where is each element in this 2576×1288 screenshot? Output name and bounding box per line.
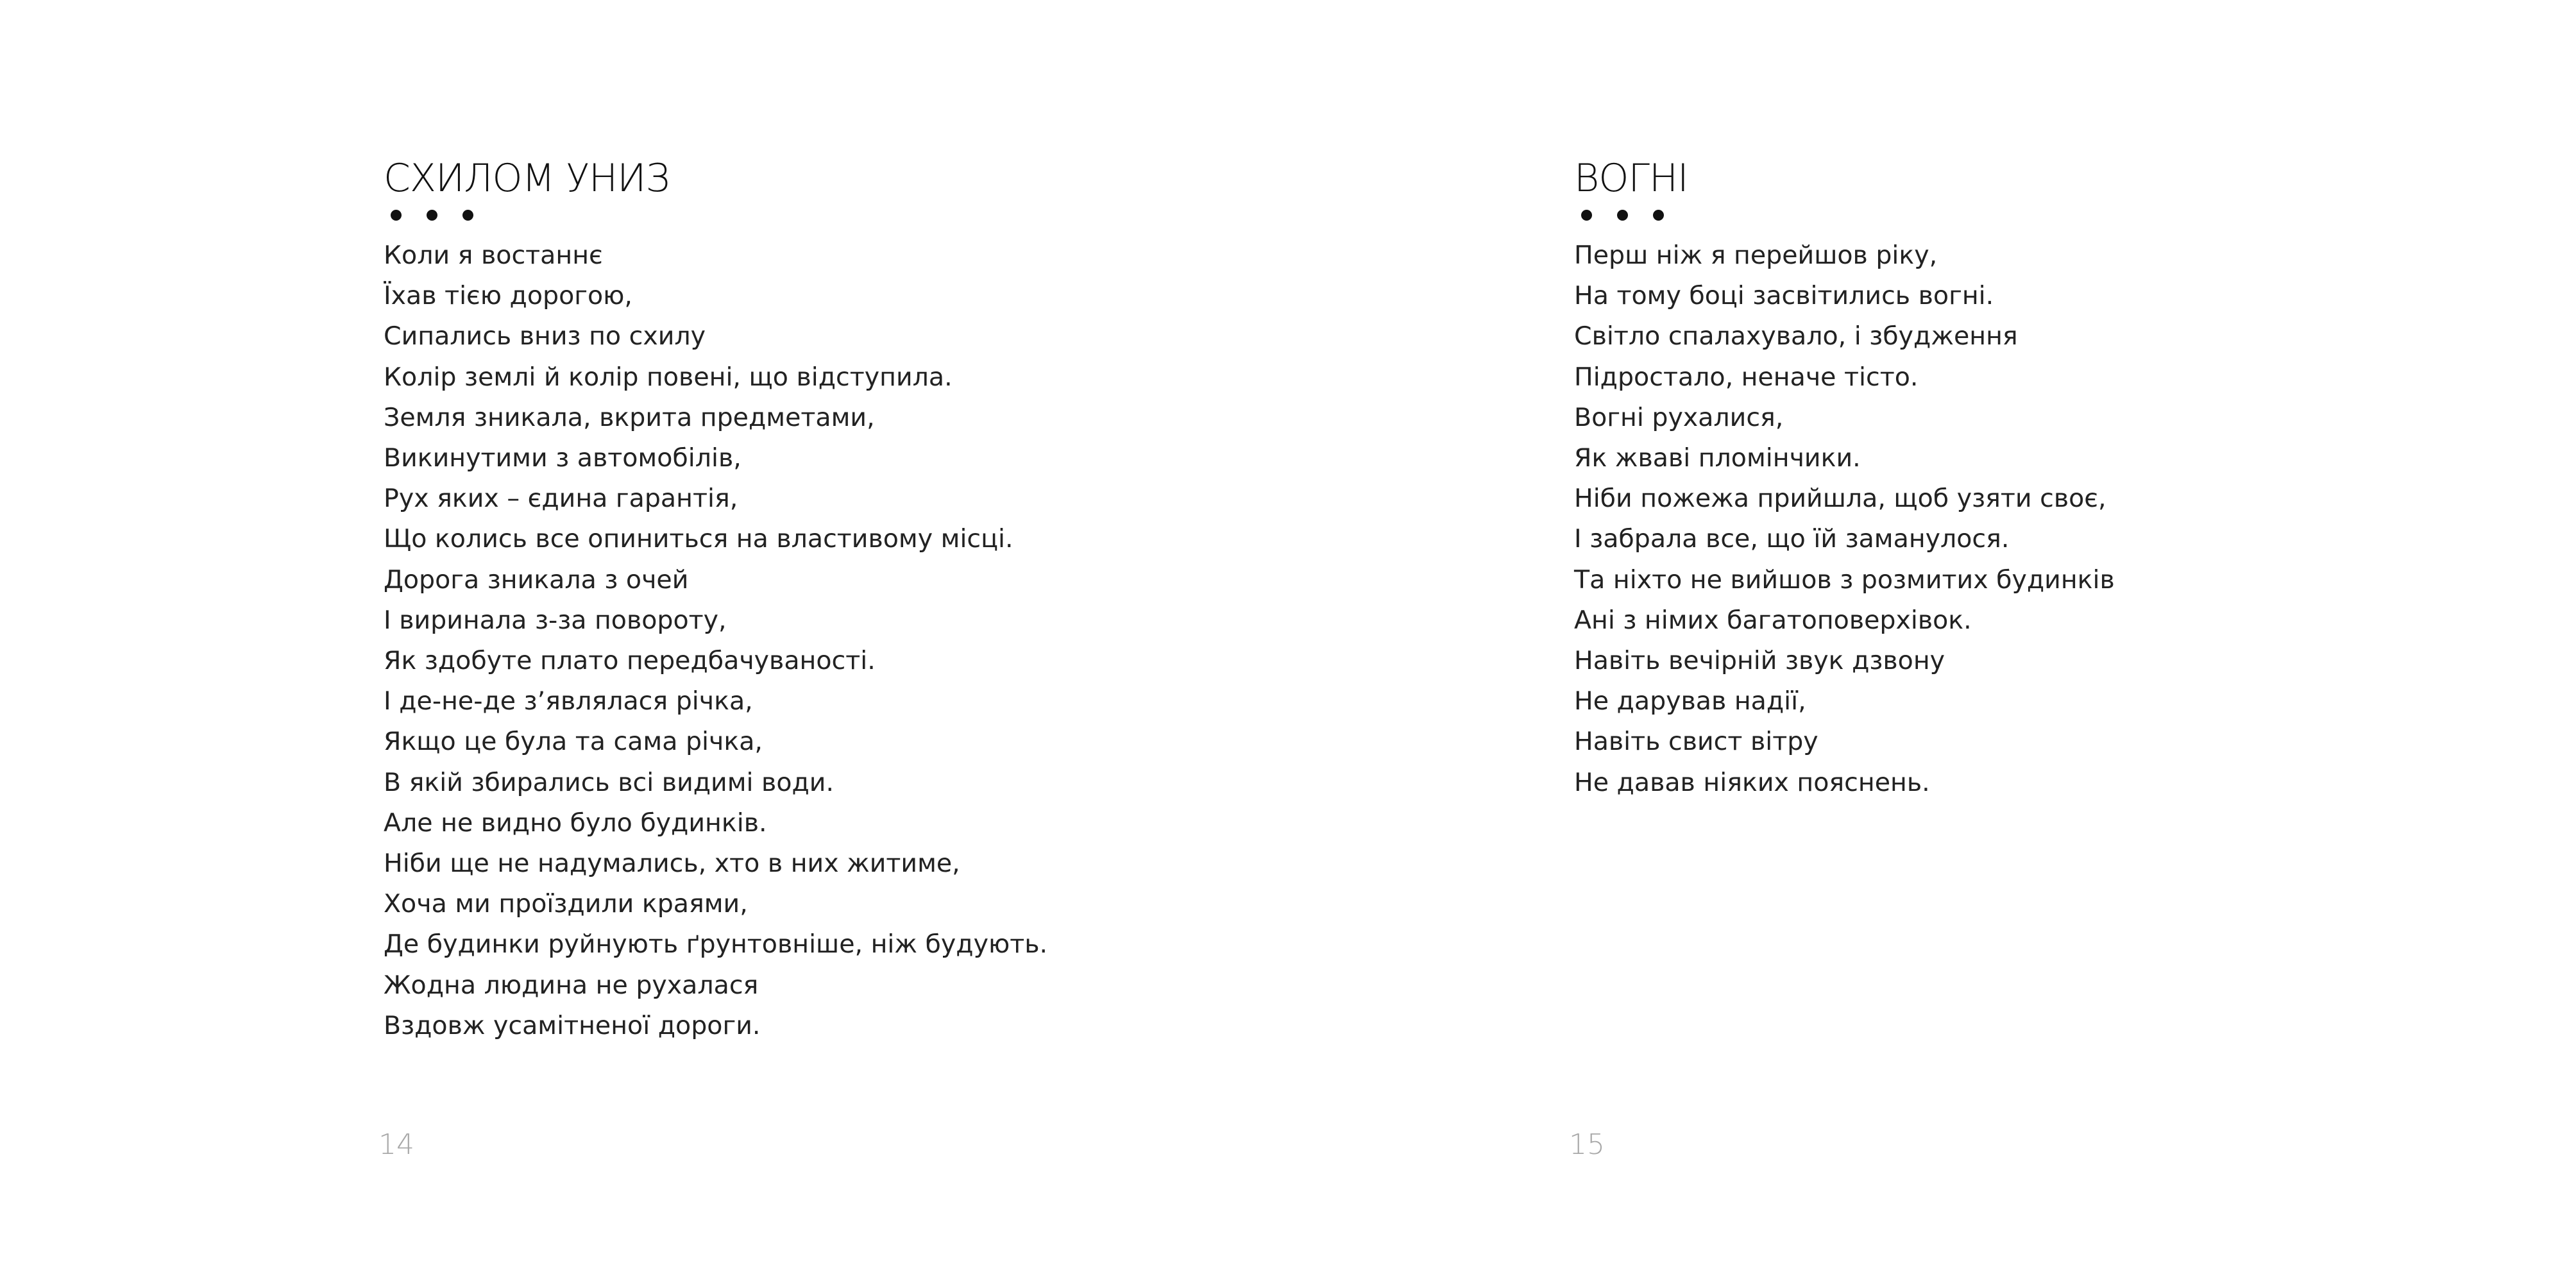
title-ornament [1581, 208, 2115, 221]
poem-line: Як жваві пломінчики. [1574, 443, 1861, 473]
poem-title: ВОГНІ [1574, 156, 1688, 201]
poem-line: Сипались вниз по схилу [384, 321, 706, 352]
poem-line: Підростало, неначе тісто. [1574, 362, 1919, 392]
poem-line: Вогні рухалися, [1574, 402, 1784, 432]
poem-line: Перш ніж я перейшов ріку, [1574, 241, 1938, 270]
poem-line: Навіть свист вітру [1574, 727, 1818, 757]
poem-line: І виринала з-за повороту, [384, 605, 727, 635]
poem-line: Вздовж усамітненої дороги. [384, 1010, 761, 1040]
poem-line: Жодна людина не рухалася [384, 970, 759, 1000]
poem-line: Що колись все опиниться на властивому місці. [384, 524, 1013, 554]
poem-line: Але не видно було будинків. [384, 808, 767, 838]
page-number: 14 [378, 1128, 414, 1161]
poem-line: Колір землі й колір повені, що відступила. [384, 362, 953, 392]
ornament-dot [1581, 210, 1592, 221]
poem-title: СХИЛОМ УНИЗ [384, 156, 670, 201]
poem-line: В якій збирались всі видимі води. [384, 767, 835, 797]
poem-line: Не давав ніяких пояснень. [1574, 767, 1930, 797]
poem-right [1574, 153, 2115, 803]
poem-line: Земля зникала, вкрита предметами, [384, 402, 875, 432]
poem-line: Не дарував надії, [1574, 686, 1806, 716]
poem-line: Коли я востаннє [384, 241, 603, 270]
right-page [1288, 0, 2576, 1288]
poem-line: Викинутими з автомобілів, [384, 443, 741, 473]
poem-line: Рух яких – єдина гарантія, [384, 484, 738, 514]
poem-line: Де будинки руйнують ґрунтовніше, ніж будують. [384, 929, 1048, 960]
poem-line: Хоча ми проїздили краями, [384, 889, 748, 919]
poem-line: Їхав тією дорогою, [384, 281, 632, 311]
poem-line: Та ніхто не вийшов з розмитих будинків [1574, 564, 2115, 595]
poem-line: І забрала все, що їй заманулося. [1574, 524, 2010, 554]
page-number: 15 [1569, 1128, 1605, 1161]
poem-line: Дорога зникала з очей [384, 564, 689, 595]
poem-lines [1574, 235, 2115, 803]
poem-line: Ані з німих багатоповерхівок. [1574, 605, 1972, 635]
poem-line: На тому боці засвітились вогні. [1574, 281, 1994, 311]
poem-line: Як здобуте плато передбачуваності. [384, 646, 876, 676]
poem-line: Ніби пожежа прийшла, щоб узяти своє, [1574, 484, 2106, 514]
ornament-dot [1653, 210, 1664, 221]
title-ornament [391, 208, 1047, 221]
ornament-dot [462, 210, 473, 221]
ornament-dot [391, 210, 402, 221]
poem-line: Ніби ще не надумались, хто в них житиме, [384, 849, 960, 879]
poem-line: І де-не-де з’являлася річка, [384, 686, 753, 716]
ornament-dot [427, 210, 437, 221]
poem-lines [384, 235, 1047, 1046]
poem-line: Навіть вечірній звук дзвону [1574, 646, 1945, 676]
poem-left [384, 153, 1047, 1046]
ornament-dot [1617, 210, 1628, 221]
poem-line: Світло спалахувало, і збудження [1574, 321, 2018, 352]
poem-line: Якщо це була та сама річка, [384, 727, 763, 757]
